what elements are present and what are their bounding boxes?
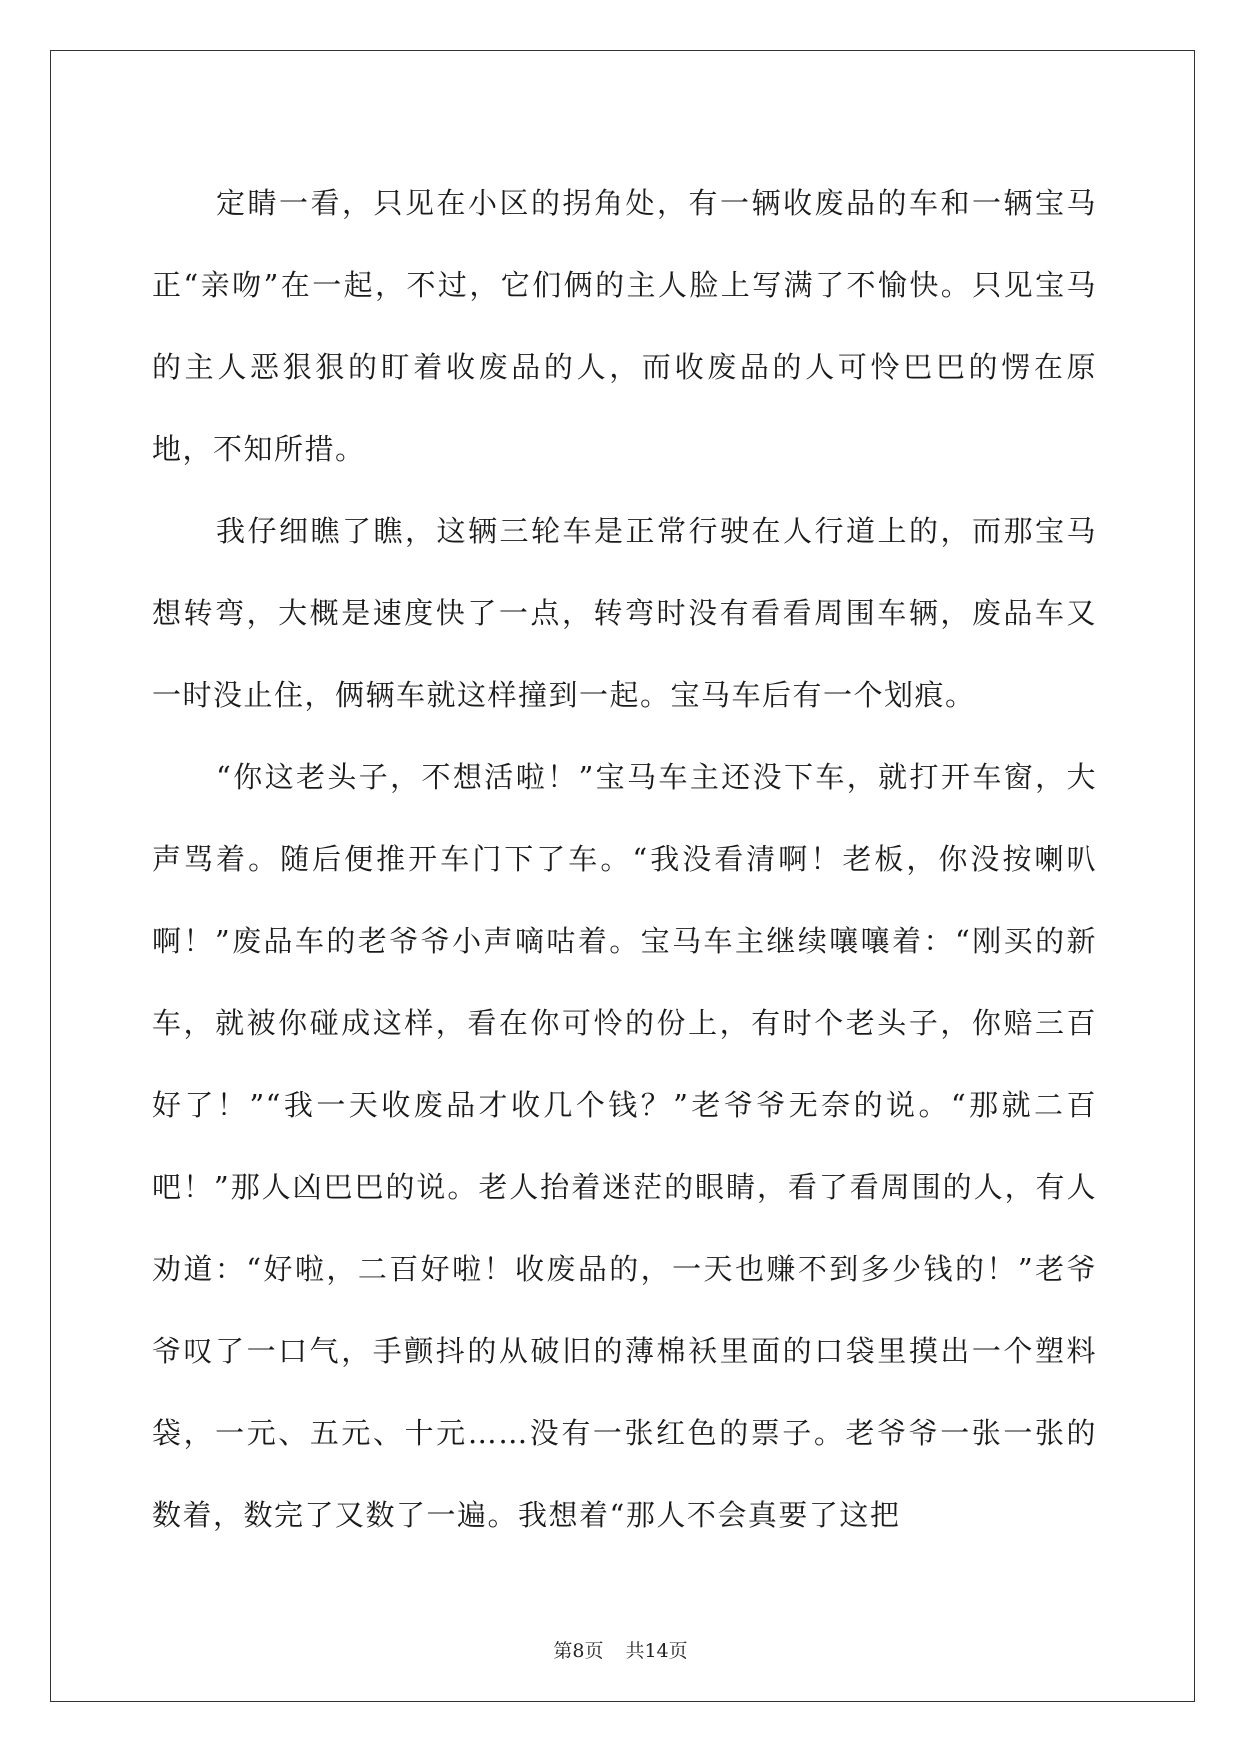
total-page-count: 共14页 <box>625 1640 688 1662</box>
paragraph: “你这老头子，不想活啦！”宝马车主还没下车，就打开车窗，大声骂着。随后便推开车门下了车。“我没看清啊！老板，你没按喇叭啊！”废品车的老爷爷小声嘀咕着。宝马车主继续嚷嚷着：“刚买的新车，就被你碰成这样，看在你可怜的份上，有时个老头子，你赔三百好了！”“我一天收废品才收几个钱？”老爷爷无奈的说。“那就二百吧！”那人凶巴巴的说。老人抬着迷茫的眼睛，看了看周围的人，有人劝道：“好啦，二百好啦！收废品的，一天也赚不到多少钱的！”老爷爷叹了一口气，手颤抖的从破旧的薄棉袄里面的口袋里摸出一个塑料袋，一元、五元、十元……没有一张红色的票子。老爷爷一张一张的数着，数完了又数了一遍。我想着“那人不会真要了这把 <box>152 760 1097 1532</box>
paragraph: 我仔细瞧了瞧，这辆三轮车是正常行驶在人行道上的，而那宝马想转弯，大概是速度快了一点，转弯时没有看看周围车辆，废品车又一时没止住，俩辆车就这样撞到一起。宝马车后有一个划痕。 <box>152 514 1097 712</box>
paragraph: 定睛一看，只见在小区的拐角处，有一辆收废品的车和一辆宝马正“亲吻”在一起，不过，它们俩的主人脸上写满了不愉快。只见宝马的主人恶狠狠的盯着收废品的人，而收废品的人可怜巴巴的愣在原地，不知所措。 <box>152 186 1097 466</box>
page-footer <box>0 1636 1241 1663</box>
current-page-number: 第8页 <box>553 1640 604 1662</box>
document-body <box>152 162 1097 1556</box>
